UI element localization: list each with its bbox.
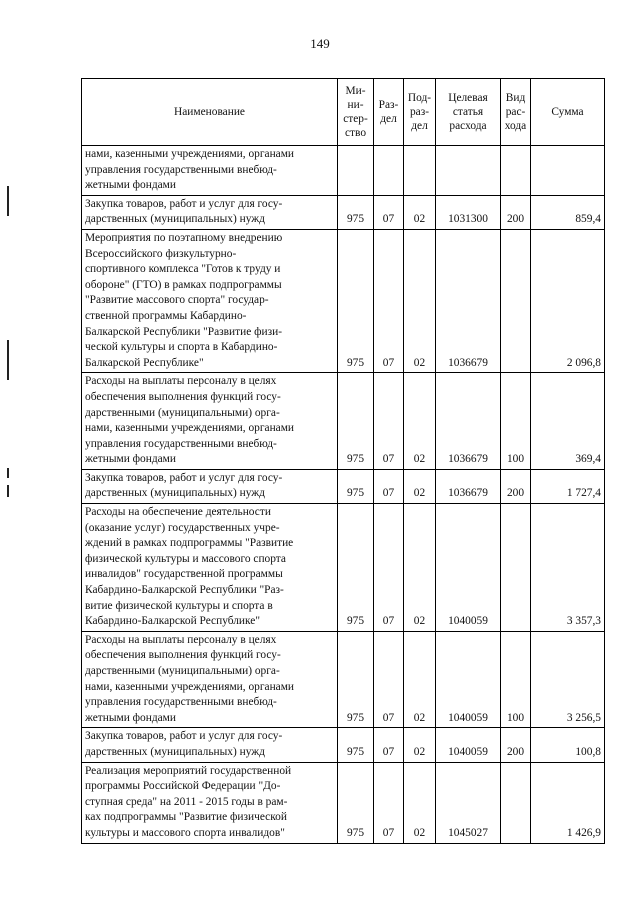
header-expense-type: Вид рас- хода bbox=[501, 79, 531, 146]
row-expense-type: 200 bbox=[501, 195, 531, 229]
table-row bbox=[82, 146, 605, 196]
row-subsection: 02 bbox=[404, 728, 436, 762]
row-ministry: 975 bbox=[338, 195, 374, 229]
row-name: Закупка товаров, работ и услуг для госу- дарственных (муниципальных) нужд bbox=[82, 728, 338, 762]
row-section: 07 bbox=[374, 195, 404, 229]
budget-table bbox=[81, 78, 605, 844]
row-expense-type: 100 bbox=[501, 373, 531, 470]
row-target: 1040059 bbox=[436, 728, 501, 762]
row-target: 1036679 bbox=[436, 373, 501, 470]
header-subsection: Под- раз- дел bbox=[404, 79, 436, 146]
header-amount: Сумма bbox=[531, 79, 605, 146]
row-name: нами, казенными учреждениями, органами управления государственными внебюд- жетными фондами bbox=[82, 146, 338, 196]
row-name: Закупка товаров, работ и услуг для госу- дарственных (муниципальных) нужд bbox=[82, 195, 338, 229]
page-number: 149 bbox=[310, 36, 330, 51]
row-target: 1031300 bbox=[436, 195, 501, 229]
table-row bbox=[82, 195, 605, 229]
row-expense-type: 200 bbox=[501, 469, 531, 503]
row-name: Закупка товаров, работ и услуг для госу- дарственных (муниципальных) нужд bbox=[82, 469, 338, 503]
row-ministry: 975 bbox=[338, 728, 374, 762]
row-expense-type: 200 bbox=[501, 728, 531, 762]
margin-mark-4 bbox=[7, 485, 9, 497]
row-subsection bbox=[404, 146, 436, 196]
margin-mark-1 bbox=[7, 186, 9, 216]
row-target bbox=[436, 146, 501, 196]
row-ministry: 975 bbox=[338, 469, 374, 503]
row-amount: 369,4 bbox=[531, 373, 605, 470]
row-section: 07 bbox=[374, 504, 404, 632]
row-subsection: 02 bbox=[404, 762, 436, 843]
row-subsection: 02 bbox=[404, 631, 436, 728]
row-section: 07 bbox=[374, 229, 404, 372]
row-section bbox=[374, 146, 404, 196]
table-row bbox=[82, 504, 605, 632]
row-ministry: 975 bbox=[338, 504, 374, 632]
table-row bbox=[82, 631, 605, 728]
row-name: Реализация мероприятий государственной программы Российской Федерации "До- ступная среда" на 2011 - 2015 годы в рам- ках подпрограммы "Развитие физической культуры и массового спорта инвалидов" bbox=[82, 762, 338, 843]
row-target: 1036679 bbox=[436, 229, 501, 372]
row-target: 1040059 bbox=[436, 504, 501, 632]
row-amount: 1 426,9 bbox=[531, 762, 605, 843]
row-amount bbox=[531, 146, 605, 196]
row-expense-type bbox=[501, 146, 531, 196]
row-amount: 100,8 bbox=[531, 728, 605, 762]
table-body bbox=[82, 146, 605, 844]
row-ministry: 975 bbox=[338, 229, 374, 372]
row-ministry: 975 bbox=[338, 762, 374, 843]
header-section: Раз- дел bbox=[374, 79, 404, 146]
margin-mark-2 bbox=[7, 340, 9, 380]
row-expense-type: 100 bbox=[501, 631, 531, 728]
row-expense-type bbox=[501, 504, 531, 632]
row-subsection: 02 bbox=[404, 373, 436, 470]
table-row bbox=[82, 373, 605, 470]
row-subsection: 02 bbox=[404, 195, 436, 229]
row-section: 07 bbox=[374, 728, 404, 762]
table-row bbox=[82, 469, 605, 503]
row-expense-type bbox=[501, 229, 531, 372]
table-row bbox=[82, 728, 605, 762]
row-name: Расходы на выплаты персоналу в целях обеспечения выполнения функций госу- дарственными (муниципальными) орга- нами, казенными учреждениями, органами управления государственными внебюд- жетными фондами bbox=[82, 373, 338, 470]
row-section: 07 bbox=[374, 631, 404, 728]
row-expense-type bbox=[501, 762, 531, 843]
row-target: 1045027 bbox=[436, 762, 501, 843]
header-target: Целевая статья расхода bbox=[436, 79, 501, 146]
header-ministry: Ми- ни- стер- ство bbox=[338, 79, 374, 146]
row-ministry bbox=[338, 146, 374, 196]
table-row bbox=[82, 229, 605, 372]
table-header-row bbox=[82, 79, 605, 146]
row-subsection: 02 bbox=[404, 504, 436, 632]
row-ministry: 975 bbox=[338, 373, 374, 470]
row-target: 1036679 bbox=[436, 469, 501, 503]
header-name: Наименование bbox=[82, 79, 338, 146]
row-section: 07 bbox=[374, 469, 404, 503]
table-row bbox=[82, 762, 605, 843]
row-target: 1040059 bbox=[436, 631, 501, 728]
row-ministry: 975 bbox=[338, 631, 374, 728]
margin-mark-3 bbox=[7, 468, 9, 478]
row-subsection: 02 bbox=[404, 229, 436, 372]
row-name: Расходы на выплаты персоналу в целях обеспечения выполнения функций госу- дарственными (муниципальными) орга- нами, казенными учреждениями, органами управления государственными внебюд- жетными фондами bbox=[82, 631, 338, 728]
row-amount: 1 727,4 bbox=[531, 469, 605, 503]
row-amount: 3 256,5 bbox=[531, 631, 605, 728]
row-amount: 3 357,3 bbox=[531, 504, 605, 632]
row-name: Расходы на обеспечение деятельности (оказание услуг) государственных учре- ждений в рамках подпрограммы "Развитие физической культуры и массового спорта инвалидов" государственной программы Кабардино-Балкарской Республики "Раз- витие физической культуры и спорта в Кабардино-Балкарской Республике" bbox=[82, 504, 338, 632]
row-section: 07 bbox=[374, 762, 404, 843]
row-section: 07 bbox=[374, 373, 404, 470]
row-name: Мероприятия по поэтапному внедрению Всероссийского физкультурно- спортивного комплекса "Готов к труду и обороне" (ГТО) в рамках подпрограммы "Развитие массового спорта" государ- ственной программы Кабардино- Балкарской Республики "Развитие физи- ческой культуры и спорта в Кабардино- Балкарской Республике" bbox=[82, 229, 338, 372]
row-amount: 859,4 bbox=[531, 195, 605, 229]
row-subsection: 02 bbox=[404, 469, 436, 503]
row-amount: 2 096,8 bbox=[531, 229, 605, 372]
